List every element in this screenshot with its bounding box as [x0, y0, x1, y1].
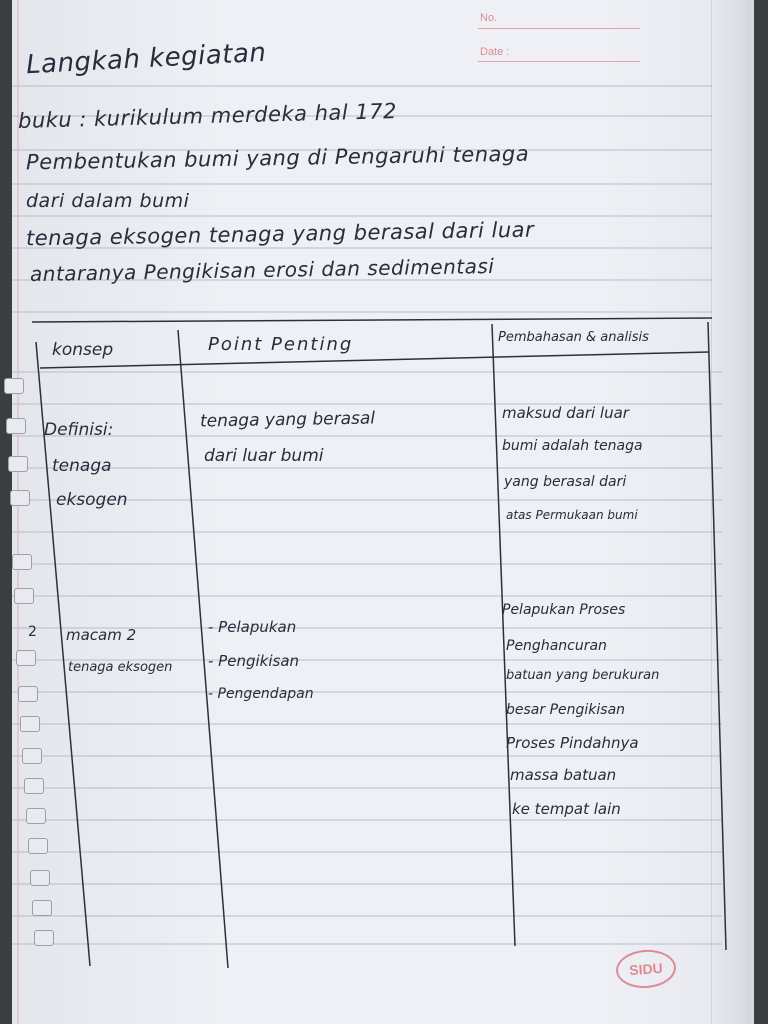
- binding-hole: [10, 490, 30, 506]
- row1-point-2: dari luar bumi: [204, 446, 324, 466]
- intro-line-3: dari dalam bumi: [26, 190, 190, 212]
- intro-line-5: antaranya Pengikisan erosi dan sedimentasi: [29, 253, 495, 287]
- binding-hole: [28, 838, 48, 854]
- binding-hole: [14, 588, 34, 604]
- binding-hole: [24, 778, 44, 794]
- binding-hole: [16, 650, 36, 666]
- intro-line-2: Pembentukan bumi yang di Pengaruhi tenaga: [25, 141, 530, 175]
- binding-hole: [22, 748, 42, 764]
- row2-point-3: - Pengendapan: [208, 686, 314, 702]
- row2-bahas-1: Pelapukan Proses: [502, 602, 626, 618]
- brand-logo: SIDU: [615, 948, 678, 990]
- no-label: No.: [480, 12, 498, 24]
- binding-hole: [34, 930, 54, 946]
- notebook-page: [12, 0, 746, 1024]
- row2-bahas-4: besar Pengikisan: [506, 702, 626, 718]
- binding-hole: [18, 686, 38, 702]
- row1-bahas-3: yang berasal dari: [504, 474, 627, 490]
- binding-hole: [6, 418, 26, 434]
- row2-bahas-5: Proses Pindahnya: [506, 734, 639, 752]
- row2-konsep-1: macam 2: [66, 626, 137, 644]
- date-label: Date :: [480, 46, 510, 58]
- page-title: Langkah kegiatan: [25, 37, 268, 81]
- header-point-penting: Point Penting: [208, 334, 354, 355]
- row2-bahas-6: massa batuan: [510, 766, 617, 784]
- binding-hole: [4, 378, 24, 394]
- header-pembahasan: Pembahasan & analisis: [498, 330, 649, 345]
- row1-bahas-4: atas Permukaan bumi: [506, 508, 638, 522]
- row2-bahas-3: batuan yang berukuran: [506, 668, 660, 683]
- binding-hole: [26, 808, 46, 824]
- binding-hole: [30, 870, 50, 886]
- row2-konsep-2: tenaga eksogen: [68, 660, 173, 675]
- intro-line-1: buku : kurikulum merdeka hal 172: [17, 99, 398, 133]
- row2-point-1: - Pelapukan: [208, 618, 297, 636]
- row1-bahas-1: maksud dari luar: [502, 404, 629, 422]
- row1-bahas-2: bumi adalah tenaga: [502, 438, 643, 454]
- row2-number: 2: [28, 624, 37, 640]
- row1-konsep-2: tenaga: [52, 456, 112, 476]
- page-edge-shadow: [746, 0, 754, 1024]
- row2-bahas-7: ke tempat lain: [512, 800, 621, 818]
- binding-hole: [20, 716, 40, 732]
- binding-hole: [12, 554, 32, 570]
- intro-line-4: tenaga eksogen tenaga yang berasal dari luar: [25, 217, 535, 251]
- binding-hole: [8, 456, 28, 472]
- row1-konsep-3: eksogen: [56, 490, 128, 510]
- date-line: [478, 61, 640, 62]
- row1-konsep-1: Definisi:: [44, 420, 114, 440]
- no-line: [478, 28, 640, 29]
- header-konsep: konsep: [52, 340, 114, 360]
- row2-point-2: - Pengikisan: [208, 652, 300, 670]
- row2-bahas-2: Penghancuran: [506, 638, 607, 654]
- row1-point-1: tenaga yang berasal: [199, 408, 376, 432]
- binding-hole: [32, 900, 52, 916]
